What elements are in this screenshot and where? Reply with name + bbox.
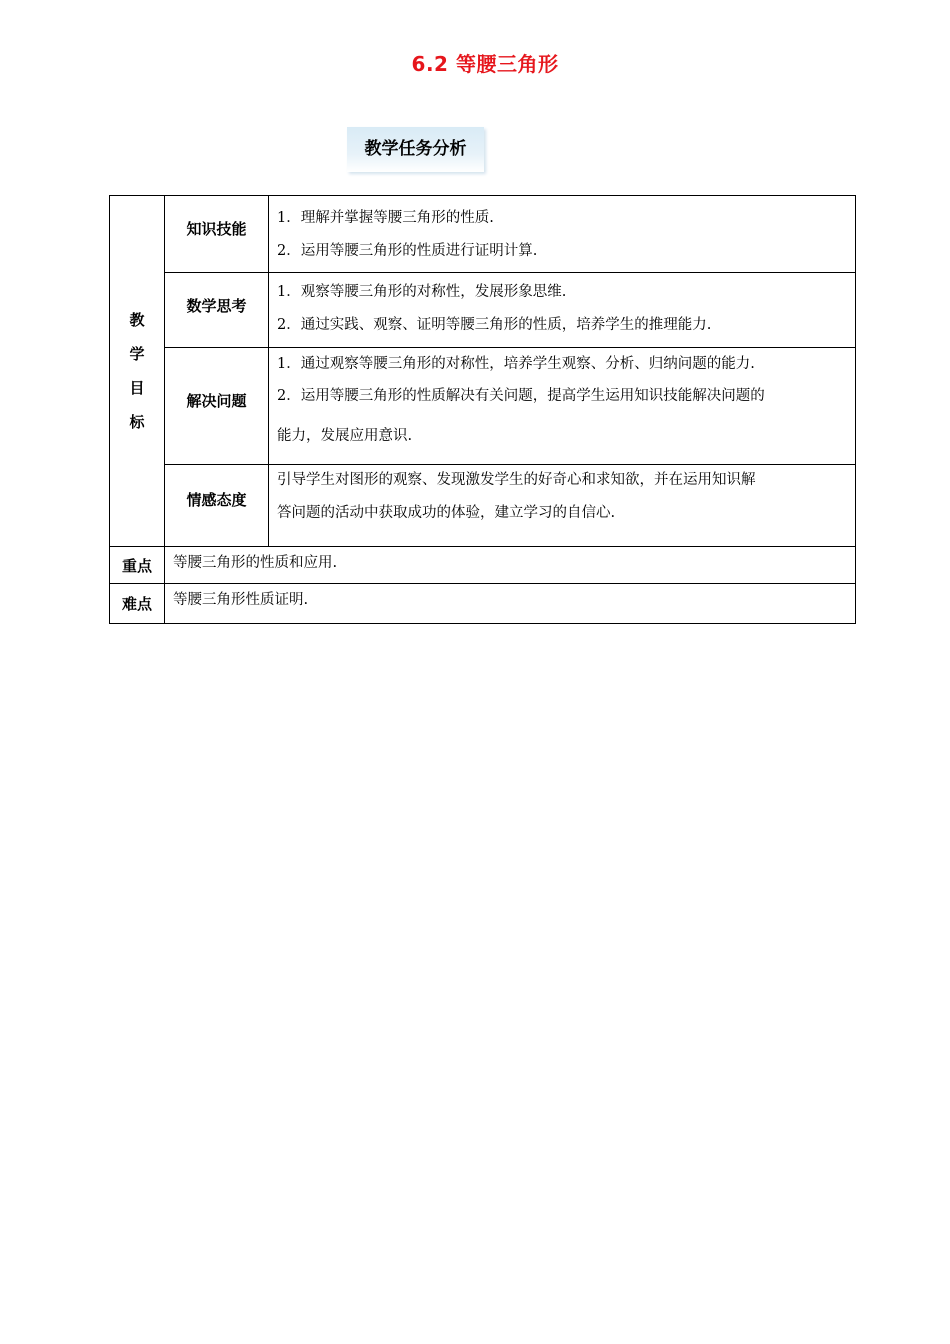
content-line: 1．理解并掌握等腰三角形的性质.	[277, 210, 494, 226]
header-char: 目	[129, 379, 145, 397]
objectives-header	[110, 196, 165, 547]
content-line: 答问题的活动中获取成功的体验，建立学习的自信心.	[277, 505, 616, 521]
category-cell	[165, 348, 269, 465]
content-line: 2．运用等腰三角形的性质解决有关问题，提高学生运用知识技能解决问题的	[277, 388, 765, 404]
section-badge	[347, 127, 484, 172]
content-line: 1．通过观察等腰三角形的对称性，培养学生观察、分析、归纳问题的能力.	[277, 356, 755, 372]
difficulty-text: 等腰三角形性质证明.	[165, 584, 856, 624]
header-char: 教	[129, 311, 145, 329]
content-cell	[269, 348, 856, 465]
category-cell	[165, 196, 269, 273]
content-line: 2．运用等腰三角形的性质进行证明计算.	[277, 243, 538, 259]
objective-row-thinking	[110, 273, 856, 348]
key-point-text: 等腰三角形的性质和应用.	[165, 547, 856, 584]
content-line: 1．观察等腰三角形的对称性，发展形象思维.	[277, 284, 567, 300]
page-title: 6.2 等腰三角形	[411, 52, 559, 76]
key-point-row	[110, 547, 856, 584]
objectives-table	[109, 195, 856, 624]
section-label: 教学任务分析	[364, 139, 467, 159]
objective-row-knowledge	[110, 196, 856, 273]
content-line: 引导学生对图形的观察、发现激发学生的好奇心和求知欲，并在运用知识解	[277, 472, 756, 488]
objective-row-attitude	[110, 465, 856, 547]
content-cell	[269, 273, 856, 348]
header-char: 标	[129, 413, 145, 431]
category-cell	[165, 273, 269, 348]
category-label: 情感态度	[186, 491, 247, 509]
content-line: 能力，发展应用意识.	[277, 428, 413, 444]
key-point-label: 重点	[110, 547, 165, 584]
category-cell	[165, 465, 269, 547]
difficulty-label: 难点	[110, 584, 165, 624]
category-label: 数学思考	[186, 297, 247, 315]
content-cell	[269, 465, 856, 547]
difficulty-row	[110, 584, 856, 624]
category-label: 知识技能	[186, 220, 247, 238]
content-cell	[269, 196, 856, 273]
content-line: 2．通过实践、观察、证明等腰三角形的性质，培养学生的推理能力.	[277, 317, 712, 333]
category-label: 解决问题	[186, 392, 247, 410]
objective-row-problem-solving	[110, 348, 856, 465]
header-char: 学	[129, 345, 145, 363]
